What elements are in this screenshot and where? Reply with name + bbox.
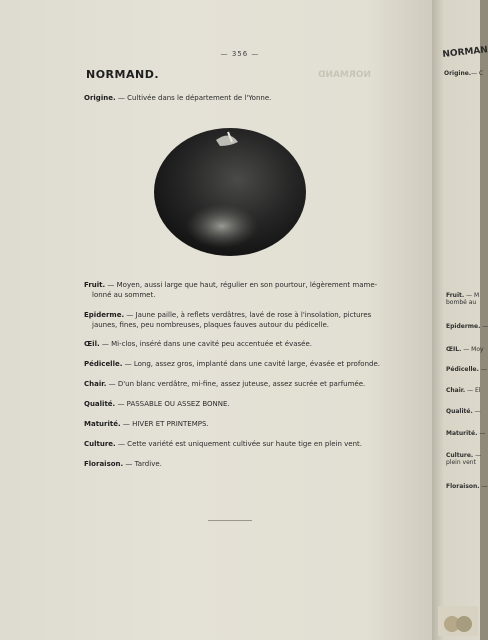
entry-label: Chair. (84, 380, 107, 388)
entry-pedicelle (84, 359, 384, 369)
entry-label: Qualité. (84, 400, 116, 408)
origin-label: Origine. (84, 94, 116, 102)
entry-continuation: lonné au sommet. (92, 291, 156, 299)
entry-maturite (84, 419, 384, 429)
entry-label: Epiderme. (84, 311, 125, 319)
entry-continuation: jaunes, fines, peu nombreuses, plaques fauves autour du pédicelle. (92, 321, 330, 329)
book-page-right (432, 0, 480, 640)
entry-label: Œil. (84, 340, 100, 348)
entry-text: — Long, assez gros, implanté dans une cavité large, évasée et profonde. (124, 360, 380, 368)
entry-label: Floraison. (84, 460, 124, 468)
right-page-line: Maturité. — (446, 430, 486, 437)
entry-text: — D'un blanc verdâtre, mi-fine, assez juteuse, assez sucrée et parfumée. (108, 380, 366, 388)
entry-text: — PASSABLE OU ASSEZ BONNE. (117, 400, 230, 408)
entry-oeil (84, 339, 384, 349)
page-number: — 356 — (220, 50, 260, 58)
right-page-line: Qualité. — (446, 408, 481, 415)
origin-text: — Cultivée dans le département de l'Yonne. (117, 94, 272, 102)
apple-illustration (150, 120, 310, 260)
right-page-line: Culture. — plein vent (446, 452, 482, 466)
right-page-line: Fruit. — M bombé au (446, 292, 480, 306)
entry-label: Pédicelle. (84, 360, 123, 368)
apple-photo (150, 120, 310, 260)
right-page-title: NORMAN (442, 45, 488, 60)
entry-text: — Moyen, aussi large que haut, régulier en son pourtour, légèrement mame- (107, 281, 378, 289)
variety-title: NORMAND. (86, 68, 160, 81)
apple-watermark-icon (438, 606, 478, 636)
right-page-line: Floraison. — (446, 483, 488, 490)
right-page-line: Chair. — El (446, 387, 481, 394)
entry-text: — Jaune paille, à reflets verdâtres, lavé de rose à l'insolation, pictures (126, 311, 372, 319)
entry-text: — Cette variété est uniquement cultivée sur haute tige en plein vent. (117, 440, 363, 448)
entry-epiderme (84, 310, 384, 330)
bleed-through-text: NORMAND (318, 70, 372, 80)
right-page-line: Epiderme. — (446, 323, 488, 330)
entry-text: — Mi-clos, inséré dans une cavité peu accentuée et évasée. (101, 340, 312, 348)
entry-fruit (84, 280, 384, 300)
right-page-origin: Origine.— C (444, 70, 484, 77)
entry-qualite (84, 399, 384, 409)
entry-label: Culture. (84, 440, 116, 448)
origin-entry (84, 93, 384, 103)
right-page-line: ŒIL. — Moy (446, 346, 484, 353)
entry-text: — HIVER ET PRINTEMPS. (122, 420, 209, 428)
entry-label: Maturité. (84, 420, 121, 428)
right-page-line: Pédicelle. — (446, 366, 487, 373)
entry-chair (84, 379, 384, 389)
entry-label: Fruit. (84, 281, 106, 289)
entry-culture (84, 439, 384, 449)
footer-rule (208, 520, 252, 521)
entry-floraison (84, 459, 384, 469)
entry-text: — Tardive. (125, 460, 162, 468)
